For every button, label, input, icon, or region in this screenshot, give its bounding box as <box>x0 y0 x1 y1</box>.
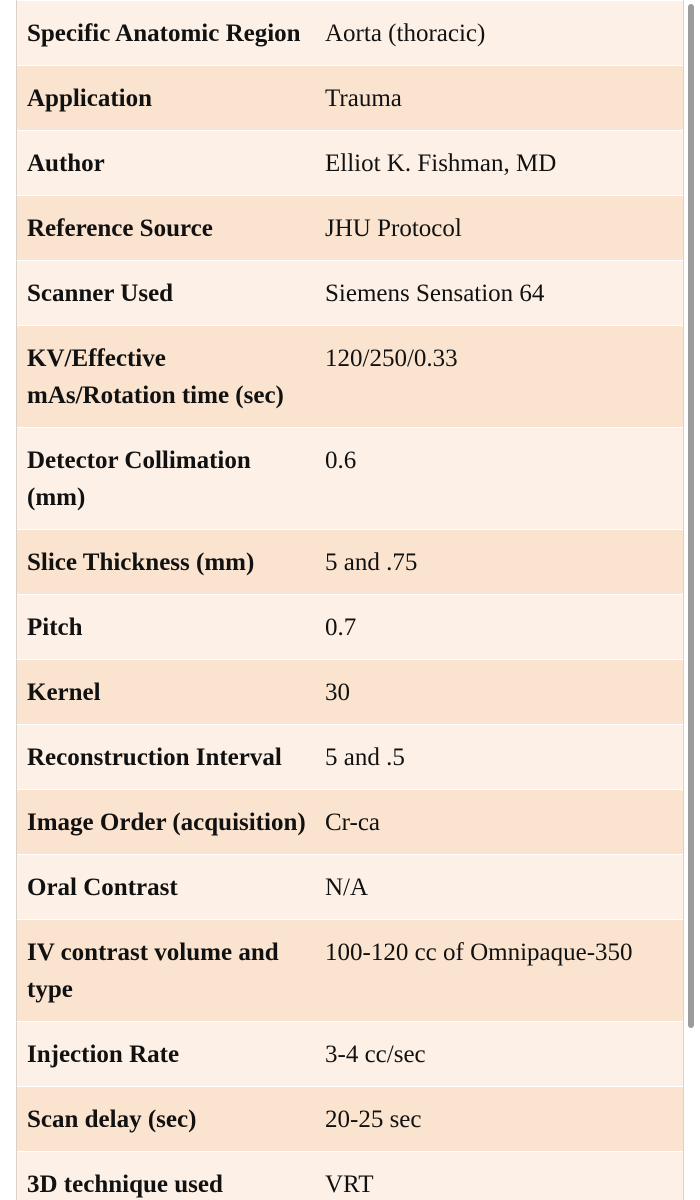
table-row <box>17 725 683 790</box>
row-value: 0.6 <box>315 428 683 530</box>
row-label: Injection Rate <box>17 1022 315 1087</box>
table-row <box>17 790 683 855</box>
row-label: Specific Anatomic Region <box>17 1 315 66</box>
row-label: KV/Effective mAs/Rotation time (sec) <box>17 326 315 428</box>
row-label: 3D technique used <box>17 1152 315 1200</box>
table-row <box>17 1087 683 1152</box>
table-row <box>17 660 683 725</box>
row-value: 5 and .5 <box>315 725 683 790</box>
row-value: Siemens Sensation 64 <box>315 261 683 326</box>
table-row <box>17 66 683 131</box>
row-value: N/A <box>315 855 683 920</box>
table-row <box>17 595 683 660</box>
row-value: JHU Protocol <box>315 196 683 261</box>
row-value: Trauma <box>315 66 683 131</box>
row-value: 30 <box>315 660 683 725</box>
row-label: Slice Thickness (mm) <box>17 530 315 595</box>
row-label: IV contrast volume and type <box>17 920 315 1022</box>
table-row <box>17 855 683 920</box>
row-value: 0.7 <box>315 595 683 660</box>
vertical-scrollbar[interactable] <box>686 0 696 1200</box>
protocol-table <box>17 0 683 1200</box>
table-row <box>17 920 683 1022</box>
table-row <box>17 530 683 595</box>
row-label: Image Order (acquisition) <box>17 790 315 855</box>
row-label: Detector Collimation (mm) <box>17 428 315 530</box>
row-label: Kernel <box>17 660 315 725</box>
row-label: Author <box>17 131 315 196</box>
table-row <box>17 1022 683 1087</box>
row-value: 120/250/0.33 <box>315 326 683 428</box>
row-label: Reference Source <box>17 196 315 261</box>
table-row <box>17 1152 683 1200</box>
row-value: Elliot K. Fishman, MD <box>315 131 683 196</box>
row-label: Application <box>17 66 315 131</box>
table-row <box>17 1 683 66</box>
row-label: Scan delay (sec) <box>17 1087 315 1152</box>
row-value: VRT <box>315 1152 683 1200</box>
table-row <box>17 196 683 261</box>
row-label: Pitch <box>17 595 315 660</box>
row-label: Reconstruction Interval <box>17 725 315 790</box>
row-value: 3-4 cc/sec <box>315 1022 683 1087</box>
row-label: Oral Contrast <box>17 855 315 920</box>
row-value: Cr-ca <box>315 790 683 855</box>
row-value: 20-25 sec <box>315 1087 683 1152</box>
table-row <box>17 326 683 428</box>
row-label: Scanner Used <box>17 261 315 326</box>
protocol-table-container <box>16 0 684 1200</box>
table-row <box>17 428 683 530</box>
table-row <box>17 261 683 326</box>
table-row <box>17 131 683 196</box>
row-value: Aorta (thoracic) <box>315 1 683 66</box>
row-value: 100-120 cc of Omnipaque-350 <box>315 920 683 1022</box>
row-value: 5 and .75 <box>315 530 683 595</box>
scrollbar-thumb[interactable] <box>688 4 694 1028</box>
